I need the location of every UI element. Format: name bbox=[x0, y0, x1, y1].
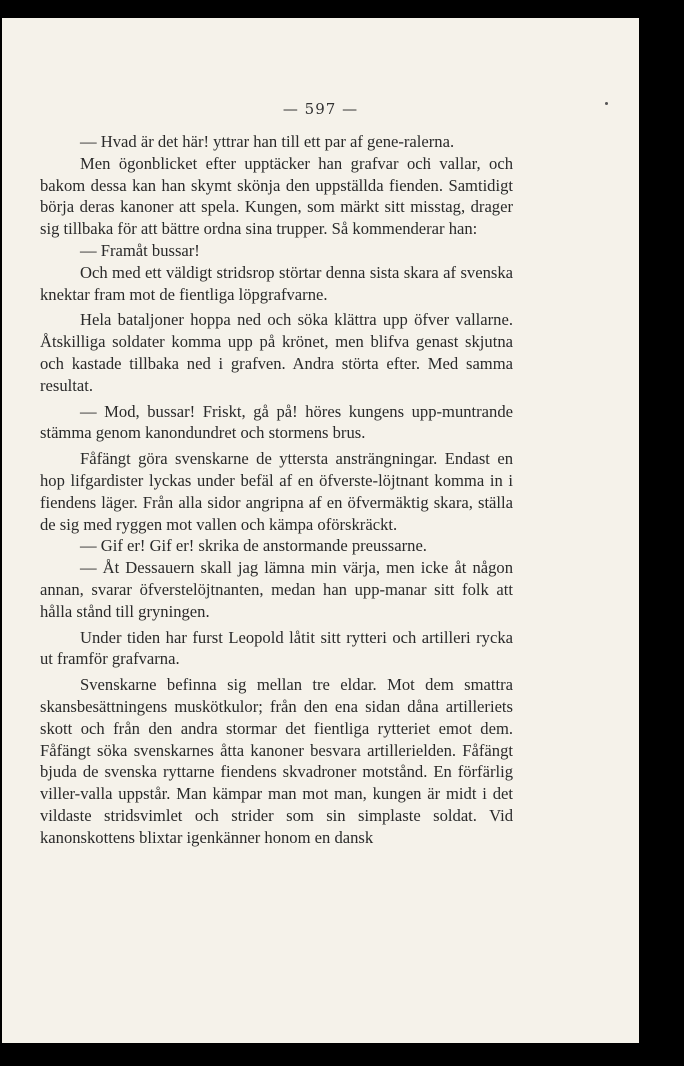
paragraph: Svenskarne befinna sig mellan tre eldar. Mot dem smattra skansbesättningens muskötkulor; från den ena sidan dåna artilleriets skott och från den andra stormar det fientliga rytteriet emot dem. Fåfängt söka svenskarnes åtta kanoner besvara artillerielden. Fåfängt bjuda de svenska ryttarne fiendens skvadroner motstånd. En förfärlig viller-valla uppstår. Man kämpar man mot man, kungen är midt i det vildaste stridsvimlet och strider som sin simplaste soldat. Vid kanonskottens blixtar igenkänner honom en dansk bbox=[40, 675, 513, 847]
book-page bbox=[2, 18, 639, 1043]
ink-speck bbox=[605, 102, 608, 105]
paragraph: — Åt Dessauern skall jag lämna min värja, men icke åt någon annan, svarar öfverstelöjtnanten, medan han upp-manar sitt folk att hålla stånd till gryningen. bbox=[40, 558, 513, 621]
paragraph: Fåfängt göra svenskarne de yttersta ansträngningar. Endast en hop lifgardister lyckas under befäl af en öfverste-löjtnant komma in i fiendens läger. Från alla sidor angripna af en öfvermäktig skara, ställa de sig med ryggen mot vallen och kämpa oförskräckt. bbox=[40, 449, 513, 534]
paragraph: — Mod, bussar! Friskt, gå på! höres kungens upp-muntrande stämma genom kanondundret och stormens brus. bbox=[40, 401, 513, 443]
paragraph: Och med ett väldigt stridsrop störtar denna sista skara af svenska knektar fram mot de fientliga löpgrafvarne. bbox=[40, 262, 513, 304]
paragraph: Under tiden har furst Leopold låtit sitt rytteri och artilleri rycka ut framför grafvarna. bbox=[40, 627, 513, 669]
paragraph: Men ögonblicket efter upptäcker han grafvar och vallar, och bakom dessa kan han skymt skönja den uppställda fienden. Samtidigt börja deras kanoner att spela. Kungen, som märkt sitt misstag, drager sig tillbaka för att bättre ordna sina trupper. Så kommenderar han: bbox=[40, 153, 513, 239]
body-text bbox=[40, 131, 513, 849]
paragraph: Hela bataljoner hoppa ned och söka klättra upp öfver vallarne. Åtskilliga soldater komma upp på krönet, men blifva genast skjutna och kastade tillbaka ned i grafven. Andra störta efter. Med samma resultat. bbox=[40, 310, 513, 395]
page-number: — 597 — bbox=[282, 100, 359, 118]
paragraph: — Gif er! Gif er! skrika de anstormande preussarne. bbox=[80, 536, 427, 556]
paragraph: — Hvad är det här! yttrar han till ett par af gene-ralerna. bbox=[80, 132, 455, 151]
paragraph: — Framåt bussar! bbox=[80, 240, 200, 260]
